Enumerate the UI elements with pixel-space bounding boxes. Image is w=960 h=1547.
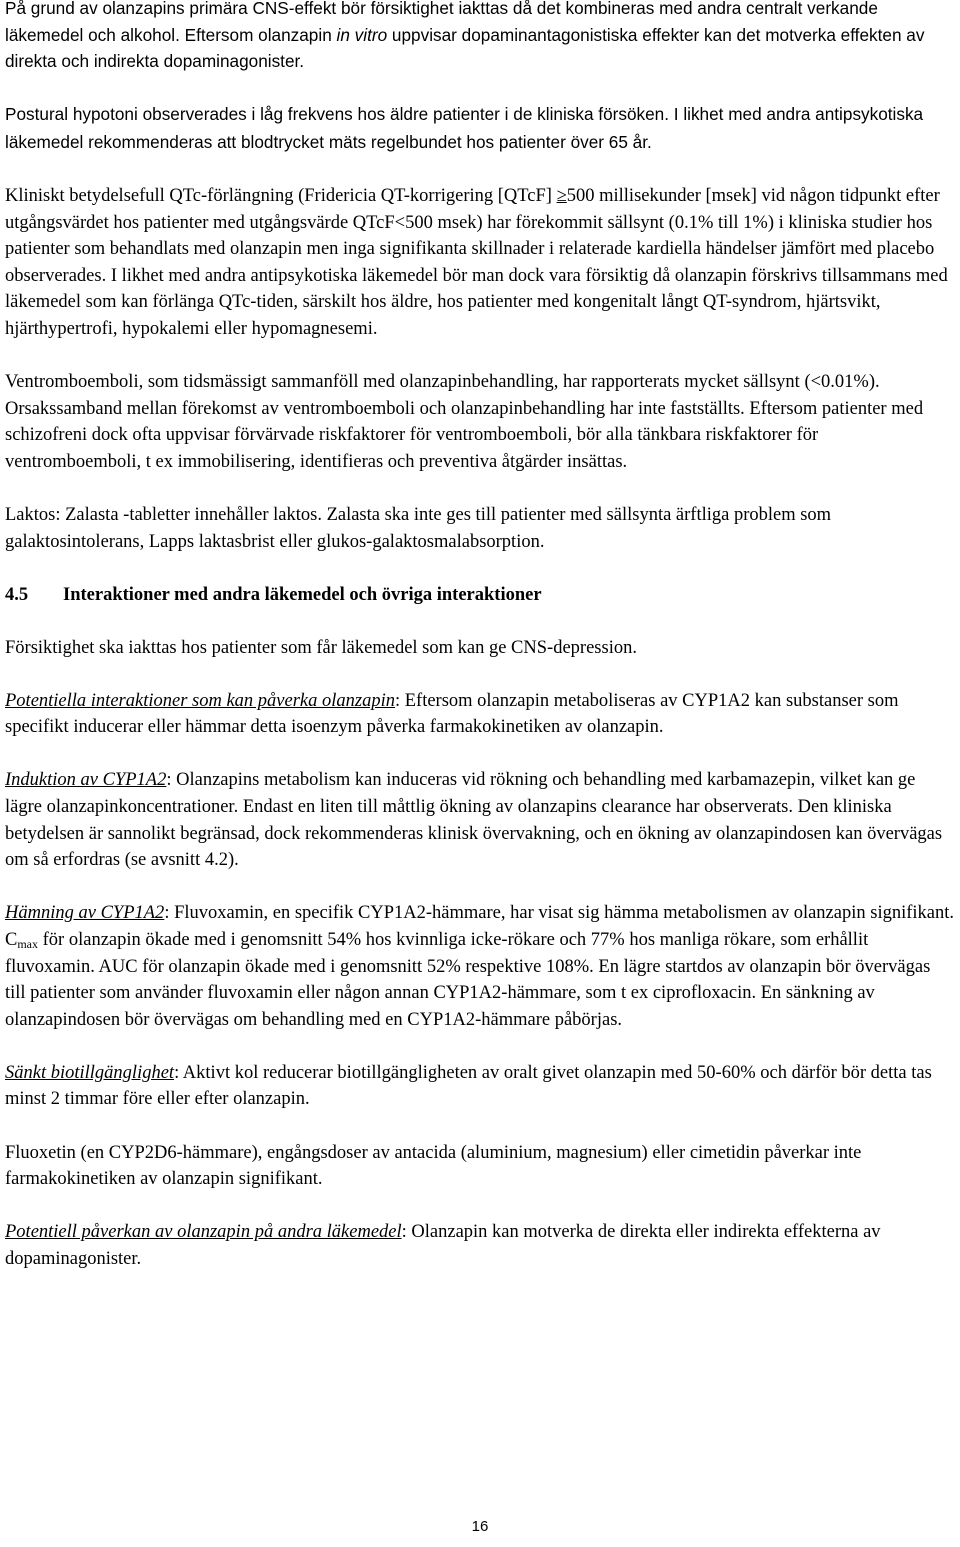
subheading-effect-on-other-drugs: Potentiell påverkan av olanzapin på andra läkemedel bbox=[5, 1222, 402, 1243]
paragraph-text: : Olanzapins metabolism kan induceras vid rökning och behandling med karbamazepin, vilket kan ge lägre olanzapinkoncentrationer. Endast en liten till måttlig ökning av olanzapins clearance har observerats. Den kliniska betydelsen är sannolikt begränsad, dock rekommenderas klinisk övervakning, och en ökning av olanzapindosen kan övervägas om så erfordras (se avsnitt 4.2). bbox=[5, 770, 943, 871]
subscript-max: max bbox=[17, 936, 39, 951]
greater-equal-symbol: ≥ bbox=[556, 185, 567, 206]
paragraph-cns-effect bbox=[5, 0, 955, 75]
subheading-bioavailability: Sänkt biotillgänglighet bbox=[5, 1062, 175, 1083]
paragraph-text: : Fluvoxamin, en specifik CYP1A2-hämmare, har visat sig hämma metabolismen av olanzapin signifikant. C bbox=[5, 903, 954, 950]
paragraph-lactose: Laktos: Zalasta -tabletter innehåller laktos. Zalasta ska inte ges till patienter med sällsynta ärftliga problem som galaktosintolerans, Lapps laktasbrist eller glukos-galaktosmalabsorption. bbox=[5, 504, 832, 552]
paragraph-text: för olanzapin ökade med i genomsnitt 54% hos kvinnliga icke-rökare och 77% hos manliga rökare, som erhållit fluvoxamin. AUC för olanzapin ökade med i genomsnitt 52% respektive 108%. En lägre startdos av olanzapin bör övervägas till patienter som använder fluvoxamin eller någon annan CYP1A2-hämmare, som t ex ciprofloxacin. En sänkning av olanzapindosen bör övervägas om behandling med en CYP1A2-hämmare påbörjas. bbox=[5, 929, 931, 1030]
paragraph-text: På grund av olanzapins primära CNS-effekt bör försiktighet iakttas då det kombineras med andra centralt verkande läkemedel och alkohol. Eftersom olanzapin bbox=[5, 0, 878, 45]
paragraph-text: : Olanzapin kan motverka de direkta eller indirekta effekterna av dopaminagonister. bbox=[5, 1222, 881, 1269]
paragraph-qtc-prolongation bbox=[5, 183, 955, 343]
paragraph-text: 500 millisekunder [msek] vid någon tidpunkt efter utgångsvärdet hos patienter med utgångsvärde QTcF<500 msek) har förekommit sällsynt (0.1% till 1%) i kliniska studier hos patienter som behandlats med olanzapin men inga signifikanta skillnader i relaterade kardiella händelser jämfört med placebo observerades. I likhet med andra antipsykotiska läkemedel bör man dock vara försiktig då olanzapin förskrivs tillsammans med läkemedel som kan förlänga QTc-tiden, särskilt hos äldre, hos patienter med kongenitalt långt QT-syndrom, hjärtsvikt, hjärthypertrofi, hypokalemi eller hypomagnesemi. bbox=[5, 185, 948, 339]
section-number: 4.5 bbox=[5, 584, 29, 605]
section-title: Interaktioner med andra läkemedel och övriga interaktioner bbox=[63, 584, 542, 605]
paragraph-bioavailability bbox=[5, 1060, 955, 1113]
paragraph-fluoxetine: Fluoxetin (en CYP2D6-hämmare), engångsdoser av antacida (aluminium, magnesium) eller cimetidin påverkar inte farmakokinetiken av olanzapin signifikant. bbox=[5, 1142, 862, 1190]
paragraph-cyp1a2-inhibition bbox=[5, 900, 955, 1033]
paragraph-cyp1a2-induction bbox=[5, 767, 955, 873]
paragraph-text: uppvisar dopaminantagonistiska effekter kan det motverka effekten av direkta och indirekta dopaminagonister. bbox=[5, 24, 925, 72]
page-number: 16 bbox=[471, 1518, 489, 1535]
subheading-cyp1a2-induction: Induktion av CYP1A2 bbox=[5, 770, 167, 791]
subheading-cyp1a2-inhibition: Hämning av CYP1A2 bbox=[5, 903, 165, 924]
subheading-potential-interactions: Potentiella interaktioner som kan påverka olanzapin bbox=[5, 690, 395, 711]
paragraph-text: : Eftersom olanzapin metaboliseras av CYP1A2 kan substanser som specifikt inducerar eller hämmar detta isoenzym påverka farmakokinetiken av olanzapin. bbox=[5, 690, 899, 738]
paragraph-text: Postural hypotoni observerades i låg frekvens hos äldre patienter i de kliniska försöken. bbox=[5, 104, 669, 125]
section-heading bbox=[5, 582, 955, 609]
paragraph-italic-text: in vitro bbox=[336, 24, 388, 45]
paragraph-text: Kliniskt betydelsefull QTc-förlängning (Fridericia QT-korrigering [QTcF] bbox=[5, 185, 557, 206]
paragraph-venous-thromboembolism: Ventromboemboli, som tidsmässigt sammanföll med olanzapinbehandling, har rapporterats mycket sällsynt (<0.01%). Orsakssamband mellan förekomst av ventromboemboli och olanzapinbehandling har inte fastställts. Eftersom patienter med schizofreni dock ofta uppvisar förvärvade riskfaktorer för ventromboemboli, bör alla tänkbara riskfaktorer för ventromboemboli, t ex immobilisering, identifieras och preventiva åtgärder insättas. bbox=[5, 372, 924, 472]
paragraph-effect-on-other-drugs bbox=[5, 1219, 955, 1272]
paragraph-potential-interactions bbox=[5, 688, 955, 741]
paragraph-postural-hypotension bbox=[5, 101, 955, 156]
document-page bbox=[5, 0, 955, 1299]
paragraph-cns-depression: Försiktighet ska iakttas hos patienter som får läkemedel som kan ge CNS-depression. bbox=[5, 637, 637, 658]
paragraph-text: I likhet med andra antipsykotiska läkemedel rekommenderas att blodtrycket mäts regelbundet hos patienter över 65 år. bbox=[5, 104, 924, 152]
paragraph-text: : Aktivt kol reducerar biotillgängligheten av oralt givet olanzapin med 50-60% och därför bör detta tas minst 2 timmar före eller efter olanzapin. bbox=[5, 1062, 932, 1110]
